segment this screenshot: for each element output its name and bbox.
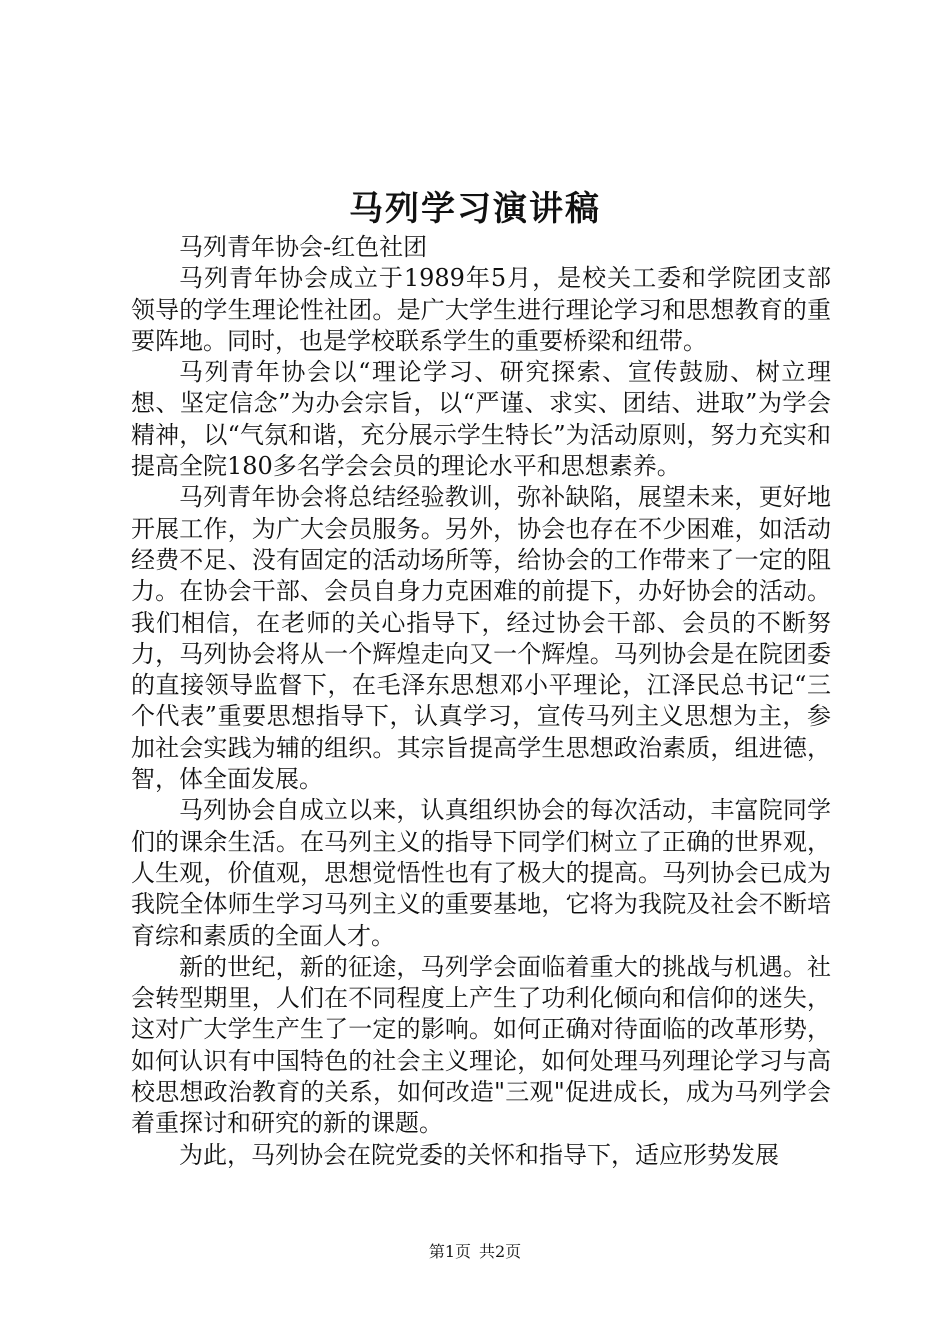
paragraph: 马列协会自成立以来，认真组织协会的每次活动，丰富院同学们的课余生活。在马列主义的指导下同学们树立了正确的世界观，人生观，价值观，思想觉悟性也有了极大的提高。马列协会已成为我院全体师生学习马列主义的重要基地，它将为我院及社会不断培育综和素质的全面人才。 <box>131 796 831 950</box>
page-footer <box>0 1241 950 1263</box>
page-number-current: 第1页 <box>428 1242 471 1261</box>
page-number-total: 共2页 <box>479 1242 522 1261</box>
document-body <box>131 232 831 1171</box>
paragraph: 马列青年协会以“理论学习、研究探索、宣传鼓励、树立理想、坚定信念”为办会宗旨，以“严谨、求实、团结、进取”为学会精神，以“气氛和谐，充分展示学生特长”为活动原则，努力充实和提高全院180多名学会会员的理论水平和思想素养。 <box>131 358 831 481</box>
document-title: 马列学习演讲稿 <box>349 189 601 229</box>
paragraph-subtitle: 马列青年协会-红色社团 <box>179 233 428 261</box>
paragraph: 马列青年协会成立于1989年5月，是校关工委和学院团支部领导的学生理论性社团。是广大学生进行理论学习和思想教育的重要阵地。同时，也是学校联系学生的重要桥梁和纽带。 <box>131 264 831 355</box>
paragraph: 为此，马列协会在院党委的关怀和指导下，适应形势发展 <box>179 1140 779 1169</box>
paragraph: 新的世纪，新的征途，马列学会面临着重大的挑战与机遇。社会转型期里，人们在不同程度上产生了功利化倾向和信仰的迷失，这对广大学生产生了一定的影响。如何正确对待面临的改革形势，如何认识有中国特色的社会主义理论，如何处理马列理论学习与高校思想政治教育的关系，如何改造"三观"促进成长，成为马列学会着重探讨和研究的新的课题。 <box>131 952 831 1138</box>
paragraph: 马列青年协会将总结经验教训，弥补缺陷，展望未来，更好地开展工作，为广大会员服务。另外，协会也存在不少困难，如活动经费不足、没有固定的活动场所等，给协会的工作带来了一定的阻力。在协会干部、会员自身力克困难的前提下，办好协会的活动。我们相信，在老师的关心指导下，经过协会干部、会员的不断努力，马列协会将从一个辉煌走向又一个辉煌。马列协会是在院团委的直接领导监督下，在毛泽东思想邓小平理论，江泽民总书记“三个代表”重要思想指导下，认真学习，宣传马列主义思想为主，参加社会实践为辅的组织。其宗旨提高学生思想政治素质，组进德，智，体全面发展。 <box>131 483 831 794</box>
